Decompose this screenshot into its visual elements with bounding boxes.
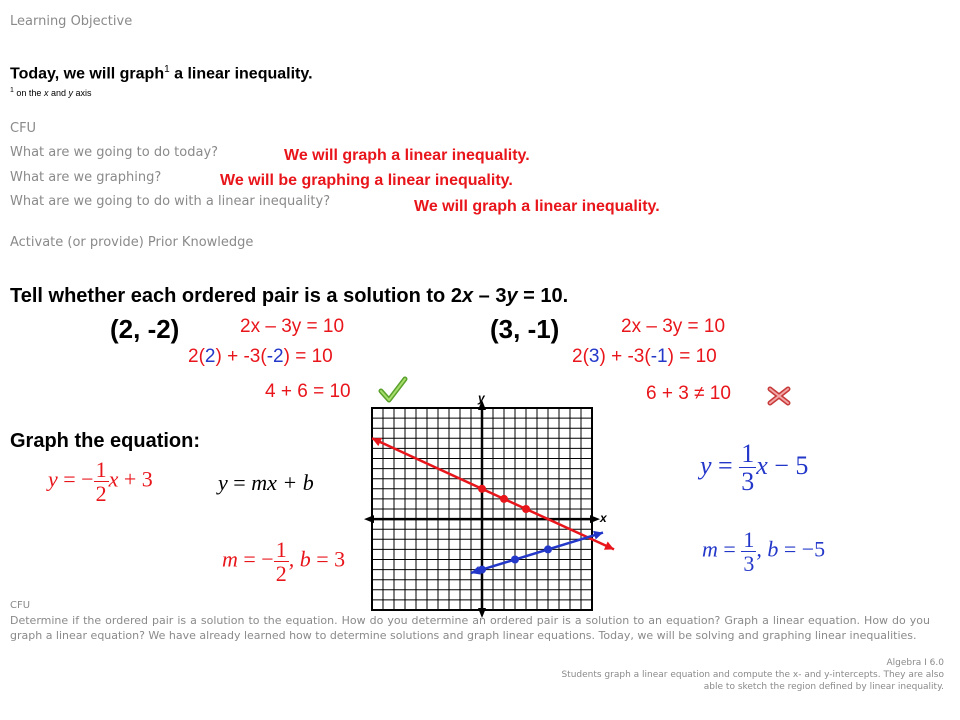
series-1-point-1	[478, 485, 486, 493]
cfu-answer-3: We will graph a linear inequality.	[414, 198, 660, 215]
series-2-point-1	[478, 566, 486, 574]
x-mark-icon	[766, 386, 792, 406]
bottom-cfu-paragraph: Determine if the ordered pair is a solution to the equation. How do you determine an ordered pair is a solution to an equation? Graph a linear equation. How do you graph a linear equation? We have already learned how to determine solutions and graph linear equations. Today, we will be solving and graphing linear inequalities.	[10, 614, 930, 642]
learning-objective-label: Learning Objective	[10, 14, 133, 29]
objective-text: Today, we will graph$^1$ a linear inequality.	[10, 64, 313, 83]
bottom-cfu-label: CFU	[10, 600, 31, 611]
pair-2-equation: 2x – 3y = 10	[621, 316, 726, 337]
equation-2-blue: y = $\frac{1}{3}$ x − 5	[700, 439, 809, 497]
slope-intercept-values-2: m = $\frac{1}{3}$ , b = −5	[702, 527, 826, 577]
y-axis-label: y	[478, 391, 485, 405]
cfu-answer-1: We will graph a linear inequality.	[284, 147, 530, 164]
cfu-question-3: What are we going to do with a linear inequality?	[10, 194, 331, 209]
series-1-point-3	[522, 505, 530, 513]
x-axis-arrow-left	[364, 515, 374, 523]
x-axis-label: x	[600, 511, 607, 525]
standard-line-1: Students graph a linear equation and compute the x- and y-intercepts. They are also	[561, 670, 944, 680]
cfu-question-1: What are we going to do today?	[10, 145, 219, 160]
slope-intercept-form: y = mx + b	[218, 470, 314, 495]
x-axis-arrow-right	[590, 515, 600, 523]
coordinate-graph	[360, 388, 620, 620]
series-2-point-2	[511, 556, 519, 564]
prior-knowledge-label: Activate (or provide) Prior Knowledge	[10, 235, 254, 250]
pair-2-substitution: 2(3) + -3(-1) = 10	[572, 346, 717, 367]
pair-1-equation: 2x – 3y = 10	[240, 316, 345, 337]
slope-intercept-values-1: m = − $\frac{1}{2}$ , b = 3	[222, 537, 346, 587]
problem-prompt: Tell whether each ordered pair is a solution to 2x – 3y = 10.	[10, 285, 569, 307]
cfu-label: CFU	[10, 121, 37, 136]
cfu-question-2: What are we graphing?	[10, 170, 162, 185]
graph-section-title: Graph the equation:	[10, 430, 200, 452]
pair-2-result: 6 + 3 ≠ 10	[646, 383, 731, 404]
cfu-answer-2: We will be graphing a linear inequality.	[220, 172, 513, 189]
pair-1-result: 4 + 6 = 10	[265, 381, 351, 402]
course-label: Algebra I 6.0	[886, 658, 944, 668]
series-2-point-3	[544, 545, 552, 553]
objective-footnote: $^1$ on the x and y axis	[10, 87, 92, 98]
series-1-point-2	[500, 495, 508, 503]
standard-line-2: able to sketch the region defined by linear inequality.	[703, 682, 944, 692]
pair-1-point: (2, -2)	[110, 314, 180, 344]
pair-2-point: (3, -1)	[490, 314, 560, 344]
pair-1-substitution: 2(2) + -3(-2) = 10	[188, 346, 333, 367]
equation-1-red: y = − $\frac{1}{2}$ x + 3	[48, 457, 153, 507]
